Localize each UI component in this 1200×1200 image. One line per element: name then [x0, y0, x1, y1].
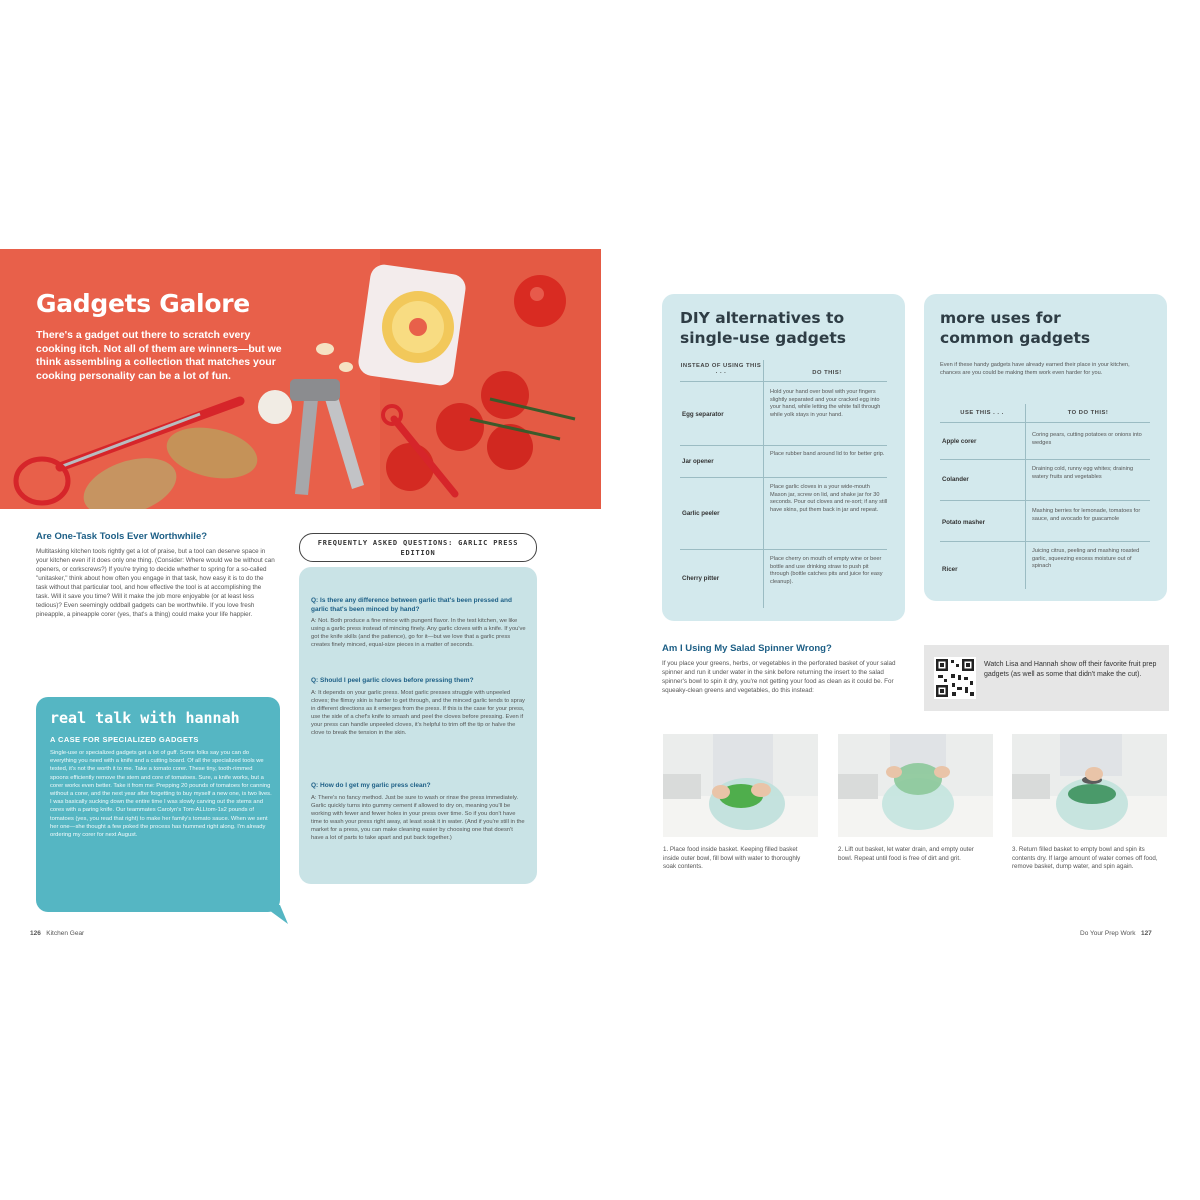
- faq-header: FREQUENTLY ASKED QUESTIONS: GARLIC PRESS EDITION: [299, 533, 537, 562]
- diy-title-line2: single-use gadgets: [680, 329, 846, 347]
- real-talk-body: Single-use or specialized gadgets get a lot of guff. Some folks say you can do everything you need with a knife and a cutting board. Of all the specialized tools we tested, it's not the worth it to me. Take a tomato corer. These tiny, tooth-rimmed spoons efficiently remove the stem and core of tomatoes. Sure, a knife works, but a corer works even better. Take it from me: Prepping 20 pounds of tomatoes for canning without a corer, and the next year after forgetting to buy myself a new one, is two lives. I was basically sucking down the entire time I was slowly carving out the stems and cores with a paring knife. Our teammates Carolyn's Tom-ALLtom-1s2 pounds of tomatoes (yes, you read that right) to make her family's tomato sauce. When we sent her one—she thought a few poked the process has hummed right along. I'm already ordering my corer for next August.: [50, 750, 272, 839]
- more-uses-card: [924, 294, 1167, 601]
- diy-title-line1: DIY alternatives to: [680, 309, 845, 327]
- faq-box: [299, 567, 537, 884]
- faq-question: Q: Is there any difference between garlic that's been pressed and garlic that's been minced by hand?: [311, 597, 512, 613]
- spinner-heading: Am I Using My Salad Spinner Wrong?: [662, 643, 832, 654]
- more-uses-row-use: Coring pears, cutting potatoes or onions into wedges: [1032, 432, 1142, 446]
- more-uses-col2-header: TO DO THIS!: [1067, 410, 1109, 416]
- one-task-heading: Are One-Task Tools Ever Worthwhile?: [36, 531, 208, 542]
- more-uses-row-item: Colander: [942, 476, 969, 483]
- right-running-head: Do Your Prep Work: [1080, 930, 1136, 937]
- diy-divider: [763, 360, 764, 608]
- step-caption-2: 2. Lift out basket, let water drain, and empty outer bowl. Repeat until food is free of dirt and grit.: [838, 846, 974, 862]
- more-uses-divider: [1025, 404, 1026, 589]
- hero-title: Gadgets Galore: [36, 289, 250, 318]
- left-folio: [30, 930, 84, 937]
- more-uses-intro: Even if these handy gadgets have already earned their place in your kitchen, chances are you could be making them work even harder for you.: [940, 362, 1130, 376]
- diy-row-item: Jar opener: [682, 458, 714, 465]
- step-photo-1: [663, 734, 818, 837]
- right-page-number: 127: [1140, 930, 1152, 937]
- more-uses-rule: [940, 422, 1150, 423]
- diy-col1-header: INSTEAD OF USING THIS . . .: [680, 363, 762, 375]
- more-uses-row-item: Apple corer: [942, 438, 977, 445]
- diy-rule: [680, 445, 887, 446]
- diy-row-alt: Place garlic cloves in a your wide-mouth Mason jar, screw on lid, and shake jar for 30 seconds. Pour out cloves and re-sort; if any still have skins, put them back in jar and repeat.: [770, 484, 888, 513]
- real-talk-title: real talk with hannah: [50, 709, 240, 727]
- qr-text: Watch Lisa and Hannah show off their favorite fruit prep gadgets (as well as some that didn't make the cut).: [984, 661, 1157, 678]
- diy-row-alt: Place cherry on mouth of empty wine or beer bottle and use drinking straw to push pit through (bottle catches pits and juice for easy cleanup).: [770, 556, 883, 585]
- left-running-head: Kitchen Gear: [46, 930, 85, 937]
- more-uses-rule: [940, 541, 1150, 542]
- qr-callout: [924, 645, 1169, 711]
- more-uses-title-line2: common gadgets: [940, 329, 1091, 347]
- faq-item: [311, 782, 527, 842]
- right-folio: [1080, 930, 1152, 937]
- diy-rule: [680, 549, 887, 550]
- real-talk-box: [36, 697, 280, 912]
- faq-question: Q: How do I get my garlic press clean?: [311, 782, 431, 789]
- more-uses-row-use: Mashing berries for lemonade, tomatoes for sauce, and avocado for guacamole: [1032, 508, 1141, 522]
- more-uses-col1-header: USE THIS . . .: [960, 410, 1004, 416]
- real-talk-subtitle: A CASE FOR SPECIALIZED GADGETS: [50, 735, 199, 744]
- diy-rule: [680, 381, 887, 382]
- more-uses-title-line1: more uses for: [940, 309, 1061, 327]
- diy-row-item: Cherry pitter: [682, 575, 720, 582]
- hero-banner: [0, 249, 601, 509]
- one-task-body: Multitasking kitchen tools rightly get a lot of praise, but a tool can deserve space in your kitchen even if it does only one thing. (Consider: Where would we be without can openers, or corkscrews?) If you're trying to decide whether to spring for a so-called "unitasker," think about how often you engage in that task, how easy it is to do the task without that particular tool, and how effective the tool is at accomplishing the task. Will it save you time? Will it make the job more enjoyable (or at least less tedious)? Even seemingly oddball gadgets can be worthwhile. If you love fresh pineapple, a pineapple corer (yes, that's a thing) could make your life happier.: [36, 548, 275, 618]
- diy-row-alt: Place rubber band around lid to for better grip.: [770, 451, 885, 457]
- more-uses-row-use: Juicing citrus, peeling and mashing roasted garlic, squeezing excess moisture out of spinach: [1032, 548, 1140, 570]
- diy-col2-header: DO THIS!: [812, 370, 842, 376]
- diy-row-item: Garlic peeler: [682, 510, 720, 517]
- spinner-body: If you place your greens, herbs, or vegetables in the perforated basket of your salad spinner and run it under water in the sink before returning the insert to the salad spinner's bowl to spin it dry, you're not getting your food as clean as it could be. For squeaky-clean greens and vegetables, do this instead:: [662, 660, 896, 694]
- faq-answer: A: There's no fancy method. Just be sure to wash or rinse the press immediately. Garlic quickly turns into gummy cement if allowed to dry on, meaning you'll be working with fewer and fewer holes in your press over time. So if you don't have time to wash your press right away, at least soak it in water. (And if you're still in the market for a press, you can make cleaning easier by choosing one that doesn't have a lot of parts to take apart and put back together.): [311, 794, 525, 841]
- step-caption-1: 1. Place food inside basket. Keeping filled basket inside outer bowl, fill bowl with water to thoroughly soak contents.: [663, 846, 801, 871]
- diy-row-alt: Hold your hand over bowl with your fingers slightly separated and your cracked egg into your hand, while letting the white fall through while yolk stays in your hand.: [770, 389, 881, 418]
- diy-title: [680, 308, 846, 348]
- left-page-number: 126: [30, 930, 41, 937]
- more-uses-row-item: Ricer: [942, 566, 958, 573]
- faq-answer: A: Not. Both produce a fine mince with pungent flavor. In the test kitchen, we like using a garlic press instead of mincing finely. Any garlic cloves with a knife. If you've got the knife skills (and the patience), go for it—but we love that a garlic press creates finely minced, equal-size pieces in a matter of seconds.: [311, 618, 526, 648]
- diy-rule: [680, 477, 887, 478]
- more-uses-rule: [940, 459, 1150, 460]
- faq-item: [311, 677, 527, 737]
- more-uses-title: [940, 308, 1090, 348]
- diy-card: [662, 294, 905, 621]
- step-photo-3: [1012, 734, 1167, 837]
- faq-item: [311, 597, 527, 649]
- qr-code-icon: [934, 657, 976, 699]
- more-uses-rule: [940, 500, 1150, 501]
- speech-tail: [262, 905, 290, 925]
- step-photo-2: [838, 734, 993, 837]
- faq-answer: A: It depends on your garlic press. Most garlic presses struggle with unpeeled cloves; the flimsy skin is harder to get through, and the minced garlic tends to spray in different directions as it emerges from the press. If this is the case for your press, use the side of a chef's knife to smash and peel the cloves before pressing. Even if your press can handle unpeeled cloves, it's helpful to trim off the tip or halve the clove to break the tension in the skin.: [311, 689, 525, 736]
- step-caption-3: 3. Return filled basket to empty bowl and spin its contents dry. If large amount of water comes off food, remove basket, dump water, and spin again.: [1012, 846, 1158, 871]
- diy-row-item: Egg separator: [682, 411, 724, 418]
- faq-question: Q: Should I peel garlic cloves before pressing them?: [311, 677, 474, 684]
- more-uses-row-use: Draining cold, runny egg whites; draining watery fruits and vegetables: [1032, 466, 1134, 480]
- more-uses-row-item: Potato masher: [942, 519, 985, 526]
- hero-intro: There's a gadget out there to scratch every cooking itch. Not all of them are winners—but we think assembling a collection that matches your cooking personality can be a lot of fun.: [36, 329, 282, 382]
